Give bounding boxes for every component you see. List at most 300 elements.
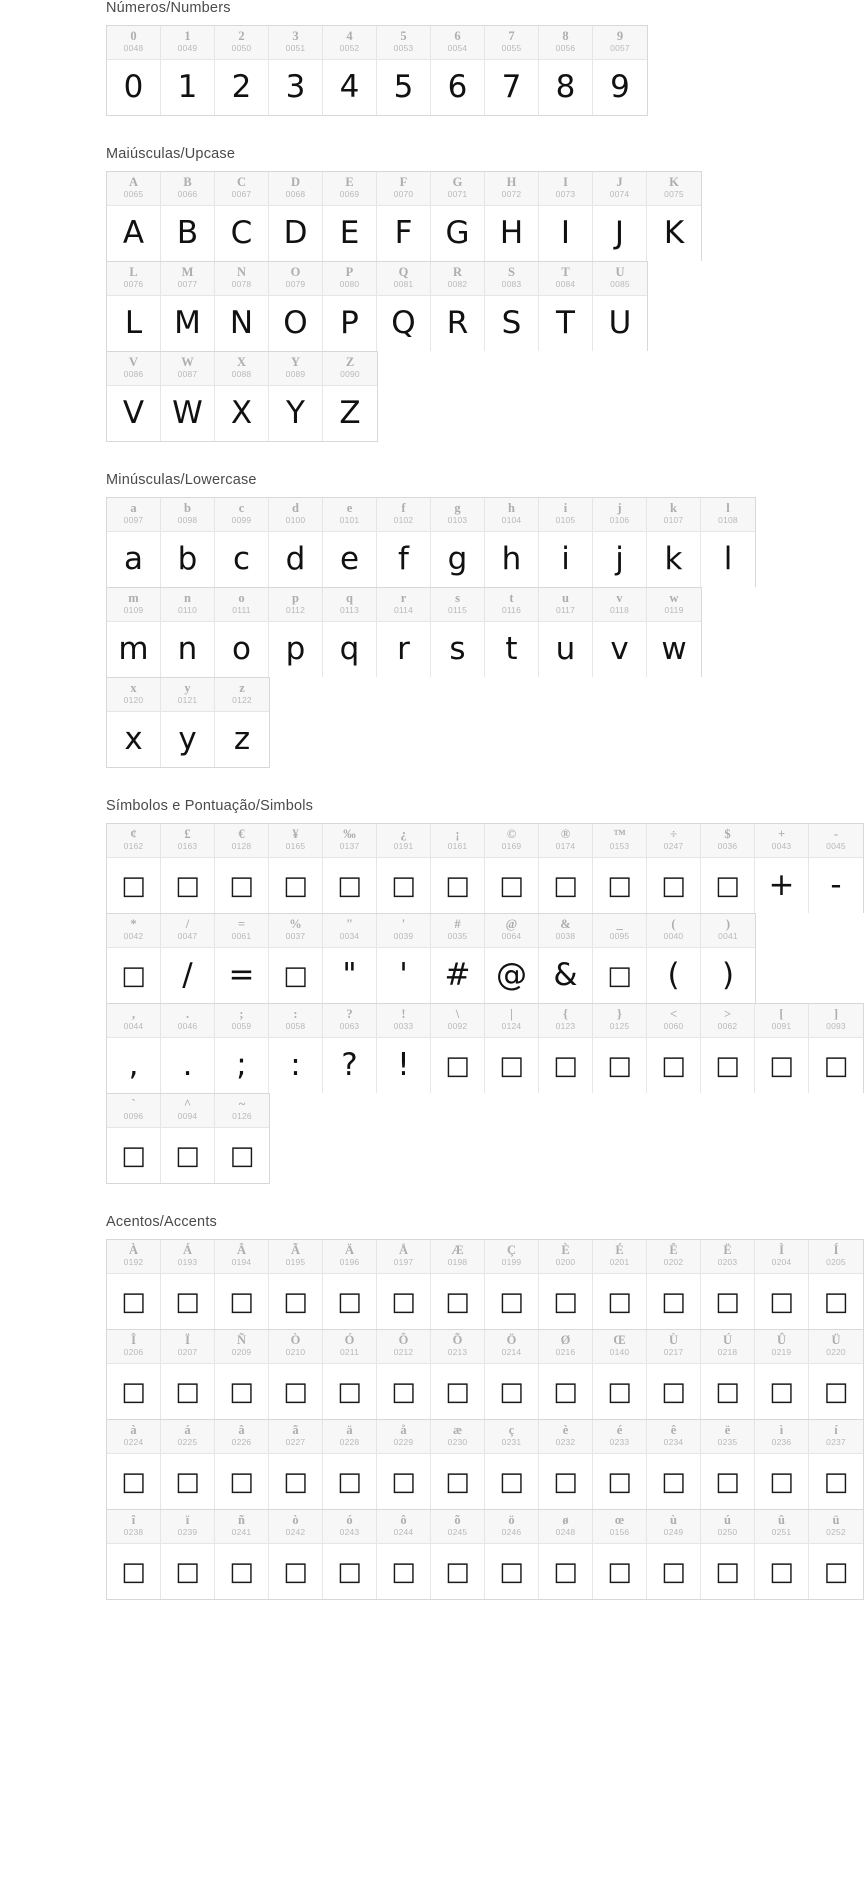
glyph-cell[interactable]	[647, 498, 701, 587]
glyph-cell[interactable]	[485, 1510, 539, 1599]
glyph-cell[interactable]	[539, 1510, 593, 1599]
glyph-character-label: 5	[400, 29, 407, 43]
glyph-character-label: y	[184, 681, 191, 695]
glyph-cell[interactable]	[647, 172, 701, 261]
glyph-cell[interactable]	[485, 498, 539, 587]
glyph-cell[interactable]	[269, 1330, 323, 1419]
glyph-character-label: m	[128, 591, 139, 605]
glyph-character-label: 8	[562, 29, 569, 43]
glyph-cell[interactable]	[647, 1004, 701, 1093]
glyph-cell-header	[701, 1240, 754, 1274]
glyph-cell[interactable]	[431, 588, 485, 677]
glyph-cell-header	[215, 26, 268, 60]
glyph-cell[interactable]	[377, 1420, 431, 1509]
glyph-cell[interactable]	[107, 1240, 161, 1329]
glyph-preview: V	[122, 395, 145, 431]
glyph-cell[interactable]	[215, 498, 269, 587]
glyph-cell-header	[107, 678, 160, 712]
glyph-cell[interactable]	[269, 1004, 323, 1093]
glyph-cell[interactable]	[539, 824, 593, 913]
glyph-cell[interactable]	[323, 26, 377, 115]
glyph-code-label: 0219	[771, 1347, 792, 1357]
glyph-cell[interactable]	[431, 172, 485, 261]
glyph-cell[interactable]	[215, 1004, 269, 1093]
glyph-cell[interactable]	[107, 678, 161, 767]
glyph-character-label: ]	[833, 1007, 839, 1021]
glyph-cell[interactable]	[323, 1330, 377, 1419]
glyph-cell[interactable]	[269, 1510, 323, 1599]
glyph-cell[interactable]	[161, 352, 215, 441]
glyph-character-label: î	[131, 1513, 136, 1527]
glyph-cell[interactable]	[215, 352, 269, 441]
glyph-cell[interactable]	[701, 914, 755, 1003]
glyph-character-label: /	[185, 917, 190, 931]
glyph-code-label: 0162	[123, 841, 144, 851]
glyph-cell[interactable]	[755, 824, 809, 913]
glyph-cell[interactable]	[701, 1510, 755, 1599]
glyph-code-label: 0228	[339, 1437, 360, 1447]
glyph-cell[interactable]	[269, 1240, 323, 1329]
section-title: Números/Numbers	[106, 0, 231, 16]
glyph-code-label: 0057	[610, 43, 630, 53]
glyph-preview: □	[229, 1466, 254, 1497]
glyph-cell[interactable]	[485, 26, 539, 115]
glyph-cell[interactable]	[593, 26, 647, 115]
glyph-cell[interactable]	[215, 1240, 269, 1329]
glyph-cell[interactable]	[215, 262, 269, 351]
glyph-cell[interactable]	[593, 824, 647, 913]
glyph-cell[interactable]	[593, 1240, 647, 1329]
glyph-cell[interactable]	[323, 172, 377, 261]
glyph-cell-header	[647, 498, 700, 532]
glyph-preview: □	[553, 1376, 578, 1407]
glyph-cell[interactable]	[323, 914, 377, 1003]
glyph-code-label: 0250	[717, 1527, 738, 1537]
glyph-code-label: 0202	[663, 1257, 684, 1267]
glyph-cell[interactable]	[593, 1330, 647, 1419]
glyph-cell[interactable]	[323, 1240, 377, 1329]
glyph-preview: J	[614, 215, 625, 251]
glyph-cell[interactable]	[431, 1240, 485, 1329]
glyph-code-label: 0209	[231, 1347, 252, 1357]
glyph-cell[interactable]	[215, 824, 269, 913]
glyph-code-label: 0077	[177, 279, 198, 289]
glyph-cell-header	[377, 588, 430, 622]
glyph-cell-header	[107, 26, 160, 60]
glyph-cell[interactable]	[269, 824, 323, 913]
glyph-cell[interactable]	[323, 498, 377, 587]
glyph-code-label: 0065	[123, 189, 144, 199]
glyph-cell[interactable]	[323, 352, 377, 441]
glyph-code-label: 0252	[826, 1527, 846, 1537]
glyph-cell[interactable]	[161, 262, 215, 351]
glyph-code-label: 0074	[609, 189, 630, 199]
glyph-code-label: 0226	[231, 1437, 252, 1447]
glyph-preview: H	[499, 215, 524, 251]
glyph-code-label: 0072	[501, 189, 522, 199]
glyph-cell-header	[431, 1330, 484, 1364]
glyph-cell-header	[809, 1510, 863, 1544]
glyph-cell[interactable]	[269, 26, 323, 115]
glyph-cell[interactable]	[161, 1420, 215, 1509]
glyph-preview: 7	[501, 69, 522, 105]
glyph-preview: □	[661, 1286, 686, 1317]
glyph-cell[interactable]	[539, 262, 593, 351]
glyph-code-label: 0231	[501, 1437, 522, 1447]
glyph-cell[interactable]	[215, 678, 269, 767]
glyph-cell[interactable]	[269, 352, 323, 441]
glyph-cell[interactable]	[539, 588, 593, 677]
glyph-cell[interactable]	[107, 914, 161, 1003]
glyph-cell[interactable]	[647, 1240, 701, 1329]
glyph-cell[interactable]	[107, 588, 161, 677]
glyph-cell[interactable]	[323, 1004, 377, 1093]
glyph-code-label: 0153	[609, 841, 630, 851]
glyph-cell[interactable]	[539, 172, 593, 261]
glyph-preview: □	[715, 1050, 740, 1081]
glyph-character-label: X	[236, 355, 247, 369]
glyph-cell[interactable]	[539, 1004, 593, 1093]
glyph-cell[interactable]	[161, 588, 215, 677]
glyph-code-label: 0121	[177, 695, 198, 705]
glyph-cell[interactable]	[161, 172, 215, 261]
glyph-preview: □	[553, 870, 578, 901]
glyph-cell[interactable]	[593, 498, 647, 587]
glyph-code-label: 0087	[177, 369, 198, 379]
glyph-preview: B	[176, 215, 199, 251]
glyph-cell[interactable]	[647, 824, 701, 913]
glyph-character-label: G	[452, 175, 463, 189]
glyph-preview: h	[501, 541, 522, 577]
glyph-cell[interactable]	[107, 824, 161, 913]
glyph-cell[interactable]	[161, 1240, 215, 1329]
glyph-cell[interactable]	[701, 1004, 755, 1093]
glyph-cell[interactable]	[377, 1510, 431, 1599]
glyph-cell[interactable]	[107, 1094, 161, 1183]
glyph-cell-header	[377, 262, 430, 296]
glyph-cell-header	[647, 172, 701, 206]
glyph-cell[interactable]	[431, 26, 485, 115]
glyph-preview: □	[499, 870, 524, 901]
glyph-preview: #	[444, 957, 471, 993]
glyph-cell[interactable]	[161, 824, 215, 913]
glyph-cell-header	[755, 1330, 808, 1364]
glyph-cell[interactable]	[755, 1004, 809, 1093]
glyph-character-label: M	[181, 265, 194, 279]
glyph-cell-header	[539, 172, 592, 206]
glyph-cell[interactable]	[269, 262, 323, 351]
glyph-cell[interactable]	[755, 1330, 809, 1419]
glyph-cell[interactable]	[593, 172, 647, 261]
glyph-preview: □	[769, 1556, 794, 1587]
glyph-cell[interactable]	[161, 1004, 215, 1093]
glyph-cell[interactable]	[431, 1510, 485, 1599]
glyph-preview: &	[553, 957, 578, 993]
glyph-cell-header	[215, 1420, 268, 1454]
glyph-character-label: :	[293, 1007, 298, 1021]
glyph-cell[interactable]	[701, 498, 755, 587]
glyph-preview: @	[496, 957, 527, 993]
glyph-code-label: 0244	[393, 1527, 414, 1537]
glyph-preview: □	[391, 1556, 416, 1587]
glyph-cell[interactable]	[323, 262, 377, 351]
glyph-cell[interactable]	[593, 914, 647, 1003]
glyph-character-label: ò	[292, 1513, 299, 1527]
glyph-cell[interactable]	[539, 498, 593, 587]
glyph-cell[interactable]	[485, 172, 539, 261]
glyph-cell[interactable]	[647, 588, 701, 677]
glyph-row	[106, 1419, 864, 1509]
glyph-code-label: 0216	[555, 1347, 576, 1357]
glyph-cell[interactable]	[161, 1330, 215, 1419]
glyph-cell[interactable]	[107, 26, 161, 115]
glyph-cell[interactable]	[485, 1420, 539, 1509]
glyph-row	[106, 1003, 864, 1093]
glyph-preview: □	[769, 1286, 794, 1317]
glyph-character-label: Æ	[451, 1243, 464, 1257]
glyph-cell[interactable]	[323, 588, 377, 677]
glyph-cell-header	[323, 1330, 376, 1364]
glyph-code-label: 0086	[123, 369, 144, 379]
glyph-cell[interactable]	[647, 1420, 701, 1509]
glyph-cell[interactable]	[755, 1240, 809, 1329]
glyph-character-label: ç	[508, 1423, 515, 1437]
glyph-cell[interactable]	[107, 498, 161, 587]
glyph-character-label: Ô	[398, 1333, 409, 1347]
glyph-character-label: å	[400, 1423, 407, 1437]
glyph-code-label: 0119	[664, 605, 684, 615]
glyph-cell[interactable]	[539, 1330, 593, 1419]
glyph-preview: □	[121, 1140, 146, 1171]
glyph-character-label: -	[833, 827, 839, 841]
glyph-cell[interactable]	[809, 824, 863, 913]
glyph-cell[interactable]	[431, 262, 485, 351]
glyph-cell[interactable]	[755, 1420, 809, 1509]
glyph-cell-header	[539, 262, 592, 296]
glyph-cell[interactable]	[485, 1330, 539, 1419]
glyph-character-label: Q	[398, 265, 409, 279]
glyph-character-label: Í	[833, 1243, 839, 1257]
glyph-cell-header	[593, 262, 647, 296]
glyph-cell[interactable]	[161, 498, 215, 587]
glyph-cell[interactable]	[269, 172, 323, 261]
glyph-cell-header	[107, 1240, 160, 1274]
glyph-cell[interactable]	[269, 498, 323, 587]
glyph-code-label: 0107	[663, 515, 684, 525]
glyph-cell[interactable]	[809, 1330, 863, 1419]
glyph-cell[interactable]	[377, 172, 431, 261]
glyph-cell[interactable]	[215, 26, 269, 115]
glyph-cell[interactable]	[539, 914, 593, 1003]
glyph-code-label: 0220	[826, 1347, 846, 1357]
glyph-cell[interactable]	[485, 588, 539, 677]
glyph-cell[interactable]	[809, 1510, 863, 1599]
glyph-cell[interactable]	[755, 1510, 809, 1599]
glyph-cell[interactable]	[431, 1420, 485, 1509]
glyph-preview: □	[499, 1556, 524, 1587]
glyph-cell[interactable]	[593, 1510, 647, 1599]
glyph-character-label: ®	[560, 827, 571, 841]
glyph-cell-header	[107, 262, 160, 296]
glyph-character-label: Ë	[723, 1243, 732, 1257]
glyph-cell[interactable]	[485, 824, 539, 913]
glyph-preview: )	[721, 957, 735, 993]
glyph-character-label: ™	[613, 827, 626, 841]
glyph-cell[interactable]	[161, 678, 215, 767]
glyph-preview: Q	[391, 305, 416, 341]
glyph-code-label: 0045	[826, 841, 846, 851]
glyph-preview: W	[172, 395, 203, 431]
glyph-cell[interactable]	[323, 1510, 377, 1599]
glyph-character-label: ,	[131, 1007, 136, 1021]
glyph-code-label: 0102	[393, 515, 414, 525]
glyph-cell[interactable]	[431, 498, 485, 587]
glyph-preview: 5	[393, 69, 414, 105]
glyph-cell-header	[539, 498, 592, 532]
glyph-cell[interactable]	[107, 1420, 161, 1509]
glyph-cell[interactable]	[701, 824, 755, 913]
glyph-code-label: 0137	[339, 841, 360, 851]
glyph-cell[interactable]	[215, 1420, 269, 1509]
glyph-code-label: 0201	[609, 1257, 630, 1267]
glyph-cell-header	[107, 588, 160, 622]
glyph-character-label: Y	[290, 355, 301, 369]
glyph-preview: □	[229, 1556, 254, 1587]
glyph-cell[interactable]	[431, 824, 485, 913]
glyph-cell-header	[107, 1004, 160, 1038]
glyph-cell[interactable]	[269, 588, 323, 677]
glyph-cell[interactable]	[377, 1240, 431, 1329]
glyph-preview: d	[285, 541, 306, 577]
glyph-cell[interactable]	[377, 26, 431, 115]
glyph-cell-header	[269, 1510, 322, 1544]
glyph-character-label: Ï	[185, 1333, 190, 1347]
glyph-cell[interactable]	[215, 1094, 269, 1183]
glyph-cell[interactable]	[485, 262, 539, 351]
glyph-cell[interactable]	[161, 914, 215, 1003]
glyph-character-label: n	[184, 591, 191, 605]
glyph-cell[interactable]	[593, 1420, 647, 1509]
glyph-cell[interactable]	[107, 1330, 161, 1419]
glyph-cell[interactable]	[161, 1094, 215, 1183]
glyph-cell[interactable]	[323, 824, 377, 913]
glyph-cell[interactable]	[215, 914, 269, 1003]
glyph-cell-header	[161, 1094, 214, 1128]
glyph-character-label: `	[131, 1097, 136, 1111]
glyph-character-label: V	[128, 355, 139, 369]
glyph-preview: □	[499, 1050, 524, 1081]
glyph-cell[interactable]	[485, 1240, 539, 1329]
glyph-cell[interactable]	[377, 1004, 431, 1093]
glyph-preview: o	[232, 631, 251, 667]
glyph-cell[interactable]	[107, 172, 161, 261]
glyph-cell[interactable]	[809, 1420, 863, 1509]
glyph-character-label: k	[670, 501, 677, 515]
glyph-cell[interactable]	[161, 1510, 215, 1599]
glyph-cell[interactable]	[215, 588, 269, 677]
glyph-cell-header	[215, 1240, 268, 1274]
glyph-cell[interactable]	[431, 914, 485, 1003]
glyph-character-label: à	[130, 1423, 137, 1437]
glyph-cell[interactable]	[377, 1330, 431, 1419]
glyph-cell-header	[431, 1004, 484, 1038]
glyph-cell[interactable]	[593, 588, 647, 677]
glyph-character-label: z	[239, 681, 245, 695]
glyph-cell[interactable]	[647, 914, 701, 1003]
glyph-cell[interactable]	[485, 1004, 539, 1093]
glyph-cell[interactable]	[593, 262, 647, 351]
glyph-cell[interactable]	[377, 914, 431, 1003]
glyph-cell-header	[431, 914, 484, 948]
glyph-preview: □	[391, 1376, 416, 1407]
glyph-cell[interactable]	[431, 1330, 485, 1419]
glyph-cell[interactable]	[215, 172, 269, 261]
glyph-character-label: e	[346, 501, 353, 515]
glyph-cell[interactable]	[539, 26, 593, 115]
glyph-cell[interactable]	[377, 262, 431, 351]
glyph-cell-header	[701, 1510, 754, 1544]
glyph-cell[interactable]	[485, 914, 539, 1003]
glyph-character-label: c	[238, 501, 245, 515]
glyph-cell[interactable]	[377, 588, 431, 677]
glyph-cell[interactable]	[161, 26, 215, 115]
glyph-preview: □	[553, 1466, 578, 1497]
glyph-cell[interactable]	[701, 1330, 755, 1419]
glyph-character-label: ^	[183, 1097, 192, 1111]
glyph-cell[interactable]	[593, 1004, 647, 1093]
glyph-cell[interactable]	[269, 1420, 323, 1509]
glyph-cell[interactable]	[431, 1004, 485, 1093]
glyph-cell-header	[701, 1420, 754, 1454]
glyph-cell[interactable]	[107, 1510, 161, 1599]
glyph-cell[interactable]	[539, 1240, 593, 1329]
glyph-cell[interactable]	[647, 1330, 701, 1419]
glyph-cell[interactable]	[701, 1420, 755, 1509]
glyph-code-label: 0038	[555, 931, 576, 941]
glyph-cell[interactable]	[269, 914, 323, 1003]
glyph-character-label: Z	[345, 355, 355, 369]
glyph-code-label: 0033	[393, 1021, 414, 1031]
glyph-cell[interactable]	[215, 1330, 269, 1419]
glyph-preview: y	[178, 721, 197, 757]
glyph-cell[interactable]	[809, 1240, 863, 1329]
glyph-cell[interactable]	[647, 1510, 701, 1599]
glyph-cell-header	[269, 1330, 322, 1364]
glyph-cell[interactable]	[323, 1420, 377, 1509]
glyph-code-label: 0197	[393, 1257, 414, 1267]
glyph-cell[interactable]	[539, 1420, 593, 1509]
glyph-code-label: 0227	[285, 1437, 306, 1447]
glyph-cell[interactable]	[809, 1004, 863, 1093]
glyph-cell[interactable]	[377, 498, 431, 587]
glyph-cell-header	[593, 172, 646, 206]
glyph-cell[interactable]	[377, 824, 431, 913]
glyph-preview: -	[830, 867, 842, 903]
glyph-preview: /	[182, 957, 193, 993]
glyph-cell[interactable]	[107, 1004, 161, 1093]
glyph-code-label: 0084	[555, 279, 576, 289]
glyph-cell[interactable]	[107, 262, 161, 351]
glyph-cell[interactable]	[107, 352, 161, 441]
glyph-code-label: 0122	[232, 695, 252, 705]
glyph-code-label: 0116	[501, 605, 522, 615]
glyph-code-label: 0124	[501, 1021, 522, 1031]
glyph-code-label: 0042	[123, 931, 144, 941]
glyph-cell-header	[485, 1330, 538, 1364]
glyph-cell[interactable]	[701, 1240, 755, 1329]
glyph-cell[interactable]	[215, 1510, 269, 1599]
glyph-code-label: 0128	[231, 841, 252, 851]
